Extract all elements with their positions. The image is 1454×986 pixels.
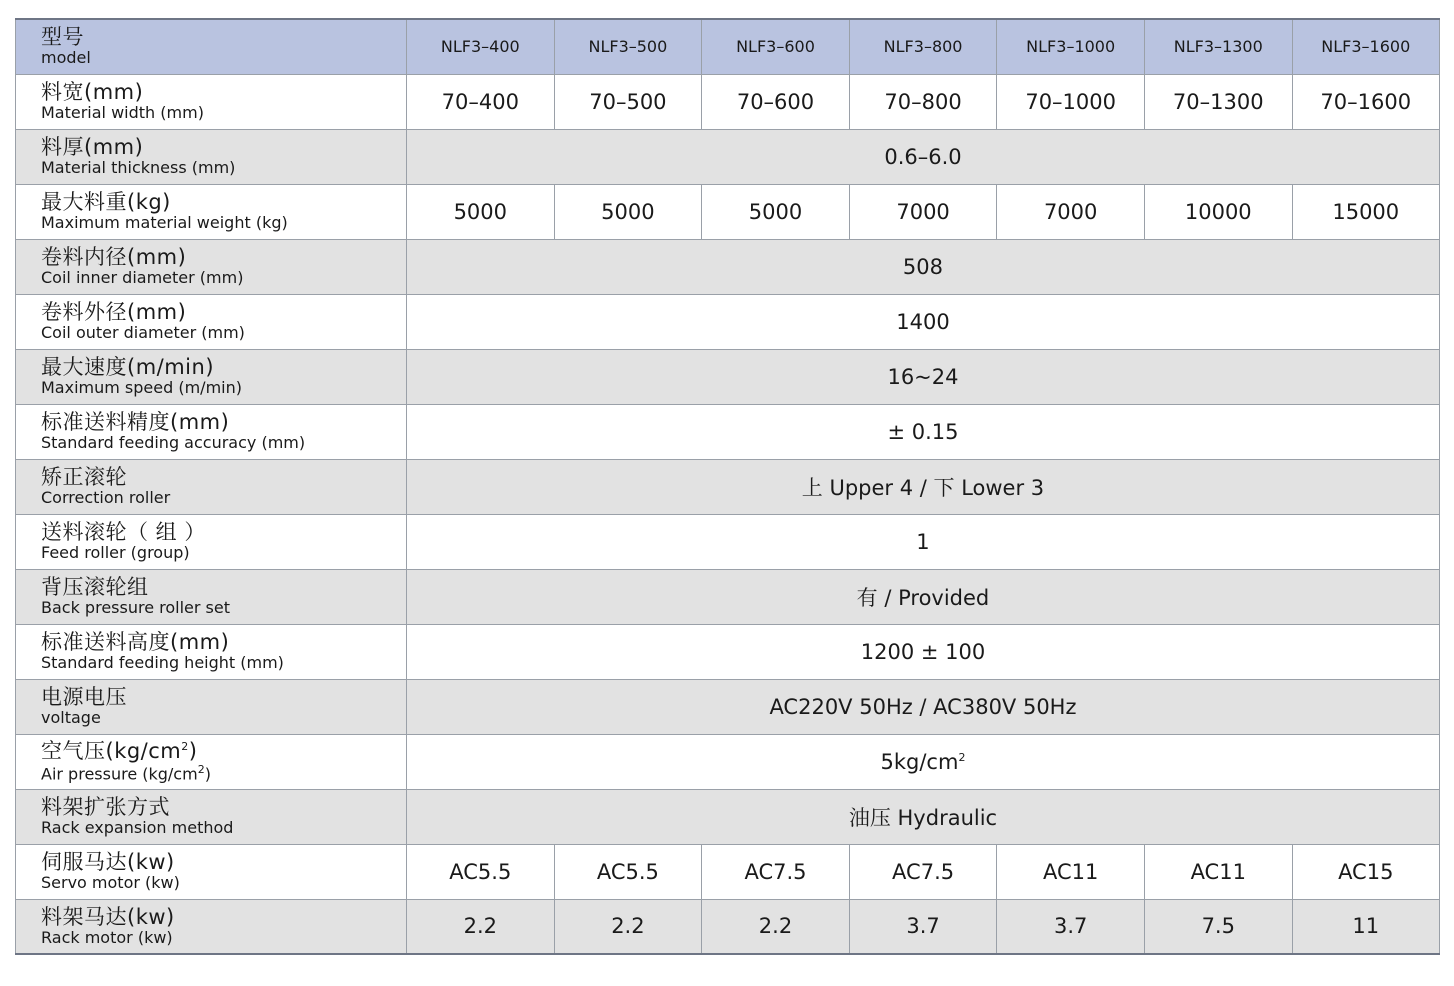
row-label bbox=[16, 184, 407, 239]
row-coil-inner bbox=[16, 239, 1440, 294]
row-label bbox=[16, 899, 407, 954]
value-cell: AC5.5 bbox=[407, 844, 555, 899]
superscript: 2 bbox=[958, 750, 966, 764]
value-cell: 15000 bbox=[1292, 184, 1439, 239]
row-label-zh-text: 空气压(kg/cm bbox=[41, 738, 182, 763]
row-label-en: Back pressure roller set bbox=[41, 598, 230, 617]
value-cell: 3.7 bbox=[849, 899, 997, 954]
value-cell: 油压 Hydraulic bbox=[407, 789, 1440, 844]
row-label bbox=[16, 294, 407, 349]
row-label bbox=[16, 514, 407, 569]
value-cell: 70–800 bbox=[849, 74, 997, 129]
value-cell: AC5.5 bbox=[554, 844, 702, 899]
row-label-en bbox=[41, 764, 406, 782]
row-label-zh: 背压滚轮组 bbox=[41, 575, 149, 599]
row-back-pressure bbox=[16, 569, 1440, 624]
value-cell: 5000 bbox=[554, 184, 702, 239]
row-label bbox=[16, 734, 407, 789]
row-label-zh: 矫正滚轮 bbox=[41, 465, 127, 489]
row-label bbox=[16, 844, 407, 899]
row-air-pressure bbox=[16, 734, 1440, 789]
row-label-zh: 料架扩张方式 bbox=[41, 795, 170, 819]
row-label-en: Standard feeding accuracy (mm) bbox=[41, 433, 306, 452]
value-cell: 1400 bbox=[407, 294, 1440, 349]
row-coil-outer bbox=[16, 294, 1440, 349]
model-header: NLF3–600 bbox=[702, 19, 850, 74]
header-row bbox=[16, 19, 1440, 74]
model-header: NLF3–1000 bbox=[997, 19, 1145, 74]
row-label-en: Maximum speed (m/min) bbox=[41, 378, 242, 397]
row-label-en: Material width (mm) bbox=[41, 103, 204, 122]
value-cell: 508 bbox=[407, 239, 1440, 294]
superscript: 2 bbox=[181, 739, 189, 753]
value-cell: 3.7 bbox=[997, 899, 1145, 954]
row-label bbox=[16, 129, 407, 184]
row-label bbox=[16, 239, 407, 294]
model-header: NLF3–1300 bbox=[1144, 19, 1292, 74]
row-label bbox=[16, 679, 407, 734]
row-label-zh: 标准送料精度(mm) bbox=[41, 410, 230, 434]
row-voltage bbox=[16, 679, 1440, 734]
row-feeding-accuracy bbox=[16, 404, 1440, 459]
row-label-en: Coil outer diameter (mm) bbox=[41, 323, 245, 342]
row-label-zh: 卷料内径(mm) bbox=[41, 245, 187, 269]
row-label bbox=[16, 789, 407, 844]
value-cell: 7.5 bbox=[1144, 899, 1292, 954]
value-cell: 1 bbox=[407, 514, 1440, 569]
value-cell bbox=[407, 734, 1440, 789]
model-header: NLF3–400 bbox=[407, 19, 555, 74]
row-label-zh: 料架马达(kw) bbox=[41, 904, 175, 929]
value-cell: 70–1300 bbox=[1144, 74, 1292, 129]
row-feeding-height bbox=[16, 624, 1440, 679]
row-max-speed bbox=[16, 349, 1440, 404]
row-label-zh: 卷料外径(mm) bbox=[41, 300, 187, 324]
value-cell: AC7.5 bbox=[849, 844, 997, 899]
value-cell: AC11 bbox=[1144, 844, 1292, 899]
row-feed-roller bbox=[16, 514, 1440, 569]
value-cell: AC11 bbox=[997, 844, 1145, 899]
value-cell: ± 0.15 bbox=[407, 404, 1440, 459]
row-label-en: Maximum material weight (kg) bbox=[41, 213, 288, 232]
row-label-en: Rack expansion method bbox=[41, 818, 234, 837]
row-label-zh: 最大速度(m/min) bbox=[41, 355, 215, 379]
value-cell: 1200 ± 100 bbox=[407, 624, 1440, 679]
value-cell: AC220V 50Hz / AC380V 50Hz bbox=[407, 679, 1440, 734]
value-cell: 11 bbox=[1292, 899, 1439, 954]
value-cell: 70–1000 bbox=[997, 74, 1145, 129]
value-cell: 上 Upper 4 / 下 Lower 3 bbox=[407, 459, 1440, 514]
row-material-width bbox=[16, 74, 1440, 129]
value-cell: 5000 bbox=[702, 184, 850, 239]
row-label-zh: 伺服马达(kw) bbox=[41, 850, 175, 874]
model-header: NLF3–800 bbox=[849, 19, 997, 74]
row-label-en-text: Air pressure (kg/cm bbox=[41, 764, 198, 784]
row-label-en: Correction roller bbox=[41, 488, 171, 507]
row-servo-motor bbox=[16, 844, 1440, 899]
row-label bbox=[16, 74, 407, 129]
row-label-en: Standard feeding height (mm) bbox=[41, 653, 284, 672]
value-cell: 2.2 bbox=[554, 899, 702, 954]
value-cell: 70–600 bbox=[702, 74, 850, 129]
row-rack-motor bbox=[16, 899, 1440, 954]
row-label-zh: 送料滚轮（ 组 ） bbox=[41, 520, 206, 544]
value-cell: 70–400 bbox=[407, 74, 555, 129]
value-cell: 2.2 bbox=[407, 899, 555, 954]
row-label bbox=[16, 624, 407, 679]
value-cell: 有 / Provided bbox=[407, 569, 1440, 624]
value-cell: AC7.5 bbox=[702, 844, 850, 899]
row-correction-roller bbox=[16, 459, 1440, 514]
value-cell: 7000 bbox=[997, 184, 1145, 239]
value-cell: 0.6–6.0 bbox=[407, 129, 1440, 184]
row-label-en: Feed roller (group) bbox=[41, 543, 190, 562]
value-text: 5kg/cm bbox=[880, 749, 959, 774]
row-label-en: voltage bbox=[41, 708, 101, 727]
value-cell: 16~24 bbox=[407, 349, 1440, 404]
spec-table bbox=[15, 18, 1440, 955]
superscript: 2 bbox=[197, 762, 205, 776]
row-label-en: Servo motor (kw) bbox=[41, 873, 180, 892]
row-label-zh: 最大料重(kg) bbox=[41, 190, 171, 214]
row-label bbox=[16, 349, 407, 404]
row-label-zh bbox=[41, 738, 406, 763]
row-label bbox=[16, 569, 407, 624]
value-cell: AC15 bbox=[1292, 844, 1439, 899]
row-label bbox=[16, 404, 407, 459]
row-label-zh-close: ) bbox=[188, 738, 198, 763]
value-cell: 5000 bbox=[407, 184, 555, 239]
row-label bbox=[16, 459, 407, 514]
model-header: NLF3–500 bbox=[554, 19, 702, 74]
row-label-en: Rack motor (kw) bbox=[41, 927, 173, 947]
row-label-zh: 料宽(mm) bbox=[41, 80, 144, 104]
row-label-zh: 电源电压 bbox=[41, 685, 127, 709]
row-rack-expansion bbox=[16, 789, 1440, 844]
model-label-en: model bbox=[41, 48, 91, 68]
value-cell: 10000 bbox=[1144, 184, 1292, 239]
row-material-thickness bbox=[16, 129, 1440, 184]
value-cell: 7000 bbox=[849, 184, 997, 239]
row-label-en: Coil inner diameter (mm) bbox=[41, 268, 244, 287]
row-label-en-close: ) bbox=[204, 764, 211, 784]
model-label-zh: 型号 bbox=[41, 25, 84, 50]
model-label-cell bbox=[16, 19, 407, 74]
row-max-weight bbox=[16, 184, 1440, 239]
row-label-zh: 标准送料高度(mm) bbox=[41, 630, 230, 654]
row-label-en: Material thickness (mm) bbox=[41, 158, 236, 177]
model-header: NLF3–1600 bbox=[1292, 19, 1439, 74]
row-label-zh: 料厚(mm) bbox=[41, 135, 144, 159]
value-cell: 2.2 bbox=[702, 899, 850, 954]
value-cell: 70–1600 bbox=[1292, 74, 1439, 129]
value-cell: 70–500 bbox=[554, 74, 702, 129]
